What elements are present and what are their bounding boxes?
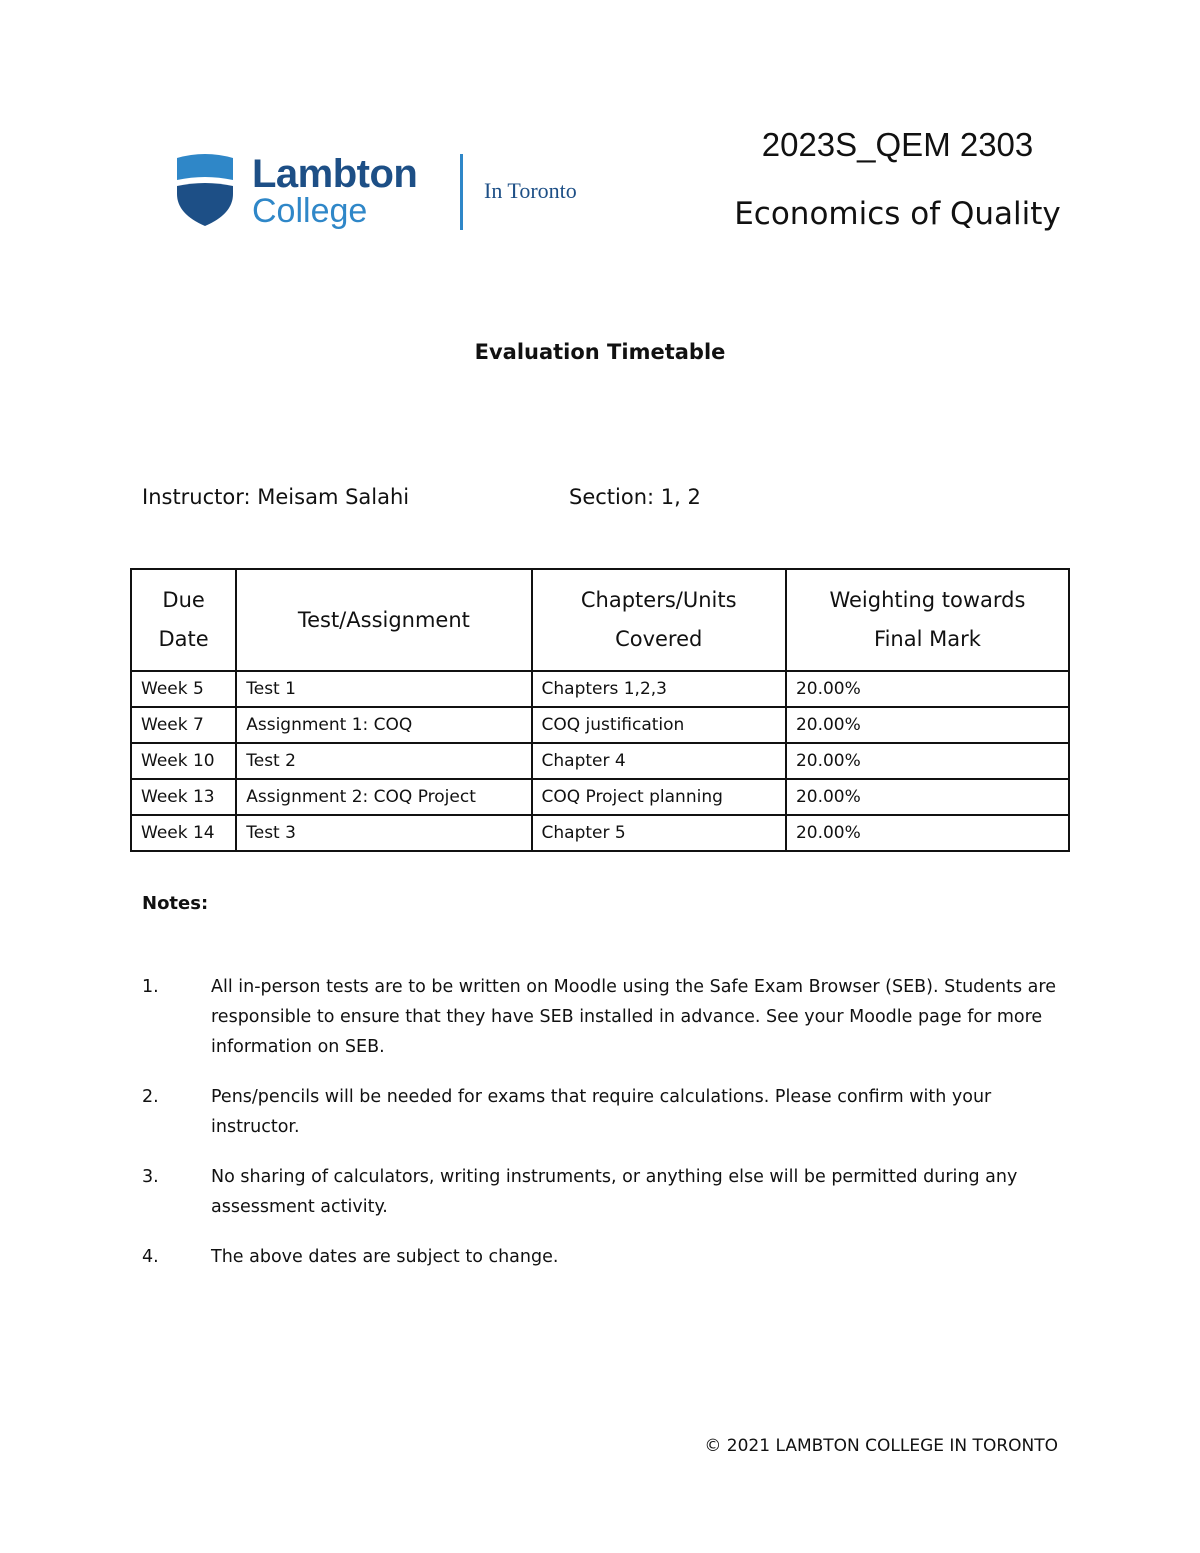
cell-chapters: Chapter 5 (532, 815, 786, 851)
table-row (131, 671, 1069, 707)
cell-chapters: COQ justification (532, 707, 786, 743)
header-test-assignment (236, 569, 531, 671)
cell-due-date: Week 10 (131, 743, 236, 779)
cell-due-date: Week 13 (131, 779, 236, 815)
cell-assessment: Assignment 2: COQ Project (236, 779, 531, 815)
cell-weighting: 20.00% (786, 743, 1069, 779)
lambton-logo (172, 150, 602, 240)
list-item (142, 1162, 1062, 1222)
logo-divider (460, 154, 463, 230)
cell-weighting: 20.00% (786, 779, 1069, 815)
section-line: Section: 1, 2 (569, 485, 701, 509)
shield-icon (172, 150, 238, 228)
logo-secondary-word: College (252, 192, 368, 230)
instructor-line: Instructor: Meisam Salahi (142, 485, 410, 509)
cell-due-date: Week 14 (131, 815, 236, 851)
cell-weighting: 20.00% (786, 671, 1069, 707)
table-row (131, 779, 1069, 815)
note-text: No sharing of calculators, writing instruments, or anything else will be permitted during any assessment activity. (211, 1167, 1018, 1217)
note-text: The above dates are subject to change. (211, 1247, 559, 1267)
header-line: Final Mark (874, 627, 981, 651)
header-line: Date (158, 627, 209, 651)
evaluation-table (130, 568, 1070, 852)
course-code: 2023S_QEM 2303 (761, 126, 1034, 163)
cell-assessment: Assignment 1: COQ (236, 707, 531, 743)
cell-assessment: Test 1 (236, 671, 531, 707)
cell-chapters: COQ Project planning (532, 779, 786, 815)
course-title: Economics of Quality (734, 196, 1061, 232)
logo-primary-word: Lambton (252, 152, 418, 196)
table-row (131, 743, 1069, 779)
list-item (142, 972, 1062, 1062)
header-weighting (786, 569, 1069, 671)
cell-chapters: Chapters 1,2,3 (532, 671, 786, 707)
list-item (142, 1082, 1062, 1142)
table-row (131, 815, 1069, 851)
logo-subtitle: In Toronto (484, 178, 577, 203)
header-line: Test/Assignment (297, 607, 470, 632)
note-text: Pens/pencils will be needed for exams that require calculations. Please confirm with your instructor. (211, 1087, 992, 1137)
copyright-footer: © 2021 LAMBTON COLLEGE IN TORONTO (704, 1436, 1058, 1456)
notes-list (142, 972, 1062, 1292)
note-number: 1. (142, 977, 159, 997)
header-due-date (131, 569, 236, 671)
note-number: 2. (142, 1087, 159, 1107)
header-chapters-covered (532, 569, 786, 671)
cell-chapters: Chapter 4 (532, 743, 786, 779)
cell-weighting: 20.00% (786, 815, 1069, 851)
cell-due-date: Week 5 (131, 671, 236, 707)
header-line: Weighting towards (829, 588, 1026, 612)
header-line: Covered (615, 627, 703, 651)
cell-assessment: Test 2 (236, 743, 531, 779)
notes-label: Notes: (142, 893, 209, 914)
note-number: 3. (142, 1167, 159, 1187)
header-line: Due (162, 588, 205, 612)
cell-assessment: Test 3 (236, 815, 531, 851)
note-number: 4. (142, 1247, 159, 1267)
cell-weighting: 20.00% (786, 707, 1069, 743)
page-title: Evaluation Timetable (474, 340, 726, 364)
table-header-row (131, 569, 1069, 671)
note-text: All in-person tests are to be written on Moodle using the Safe Exam Browser (SEB). Students are responsible to ensure that they have SEB installed in advance. See your Moodle page for more information on SEB. (211, 977, 1056, 1057)
cell-due-date: Week 7 (131, 707, 236, 743)
header-line: Chapters/Units (580, 588, 737, 612)
list-item (142, 1242, 1062, 1272)
table-row (131, 707, 1069, 743)
